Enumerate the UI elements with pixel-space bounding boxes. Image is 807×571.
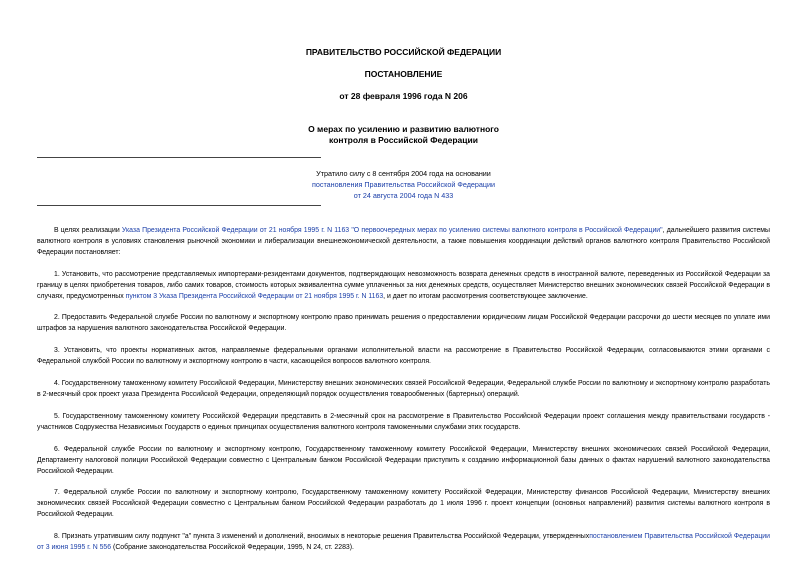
paragraph-7 [37,488,770,521]
paragraph-5 [37,412,770,434]
paragraph-5-text: 5. Государственному таможенному комитету Российской Федерации представить в 2-месячный срок на рассмотрение в Правительство Российской Федерации проект соглашения между правительствами государств - участников Содружества Независимых Государств о единых принципах осуществления валютного контроля таможенными службами этих государств. [37,412,770,431]
document-title-line2: контроля в Российской Федерации [329,135,478,145]
preamble-text-start: В целях реализации [54,227,122,234]
paragraph-8-text: 8. Признать утратившим силу подпункт "а" пункта 3 изменений и дополнений, вносимых в некоторые решения Правительства Российской Федерации, утвержденных [54,533,590,541]
paragraph-6 [37,445,770,478]
paragraph-3-text: 3. Установить, что проекты нормативных актов, направляемые федеральными органами исполнительной власти на рассмотрение в Правительство Российской Федерации, согласовываются этими органами с Федеральной службой России по валютному и экспортному контролю в части, касающейся вопросов валютного контроля. [37,347,770,366]
paragraph-2-text: 2. Предоставить Федеральной службе России по валютному и экспортному контролю право принимать решения о предоставлении юридическим лицам Российской Федерации рассрочки до шести месяцев по уплате ими штрафов за нарушения валютного законодательства Российской Федерации. [37,314,770,333]
divider-bottom [37,205,321,206]
preamble-paragraph [37,226,770,259]
paragraph-4-text: 4. Государственному таможенному комитету Российской Федерации, Министерству внешних экономических связей Российской Федерации, Федеральной службе России по валютному и экспортному контролю разработать в 2-месячный срок проект указа Президента Российской Федерации, определяющий порядок осуществления товарообменных (бартерных) операций. [37,380,770,398]
preamble-decree-title-link[interactable]: "О первоочередных мерах по усилению системы валютного контроля в Российской Федерации" [349,227,663,234]
paragraph-8-link[interactable]: постановлением Правительства Российской Федерации от 3 июня 1995 г. N 556 [37,533,770,552]
document-date-number: от 28 февраля 1996 года N 206 [339,91,468,101]
status-note-link-line2[interactable]: от 24 августа 2004 года N 433 [353,191,454,200]
status-note-line1: Утратило силу с 8 сентября 2004 года на основании [316,169,491,178]
paragraph-1-text: 1. Установить, что рассмотрение представляемых импортерами-резидентами документов, подтверждающих невозможность возврата денежных средств в иностранной валюте, переведенных из Российской Федерации за границу в целях приобретения товаров, либо самих товаров, стоимость которых эквивалентна сумме уплаченных за них денежных средств, осуществляет Министерство внешних экономических связей Российской Федерации в случаях, предусмотренных [37,270,770,300]
paragraph-1 [37,270,770,303]
preamble-text-end: , дальнейшего развития системы валютного контроля в условиях становления рыночной экономики и либерализации внешнеэкономической деятельности, а также повышения координации действий органов валютного контроля Правительство Российской Федерации постановляет: [37,227,770,256]
status-note-link-line1[interactable]: постановления Правительства Российской Федерации [311,180,496,189]
paragraph-7-text: 7. Федеральной службе России по валютному и экспортному контролю, Государственному таможенному комитету Российской Федерации, Министерству финансов Российской Федерации, Министерству внешних экономических связей Российской Федерации совместно с Центральным банком Российской Федерации разработать до 1 июля 1996 г. проект концепции (основных направлений) развития системы валютного контроля в Российской Федерации. [37,489,770,519]
preamble-decree-link[interactable]: Указа Президента Российской Федерации от 21 ноября 1995 г. N 1163 [121,227,350,234]
document-body [37,226,770,565]
document-type: ПОСТАНОВЛЕНИЕ [364,69,443,79]
paragraph-8-text-end: (Собрание законодательства Российской Федерации, 1995, N 24, ст. 2283). [111,544,354,552]
paragraph-4 [37,379,770,401]
divider-top [37,157,321,158]
paragraph-2 [37,313,770,335]
government-name: ПРАВИТЕЛЬСТВО РОССИЙСКОЙ ФЕДЕРАЦИИ [305,47,502,57]
paragraph-3 [37,346,770,368]
paragraph-8 [37,532,770,554]
document-title-line1: О мерах по усилению и развитию валютного [308,124,499,134]
paragraph-1-text-end: , и дает по итогам рассмотрения соответствующее заключение. [383,292,588,300]
paragraph-1-link[interactable]: пунктом 3 Указа Президента Российской Федерации от 21 ноября 1995 г. N 1163 [125,292,384,300]
paragraph-6-text: 6. Федеральной службе России по валютному и экспортному контролю, Государственному таможенному комитету Российской Федерации, Министерству внешних экономических связей Российской Федерации, Департаменту налоговой полиции Российской Федерации совместно с Центральным банком Российской Федерации приступить к созданию информационной базы данных о фактах нарушений валютного законодательства Российской Федерации. [37,445,770,475]
